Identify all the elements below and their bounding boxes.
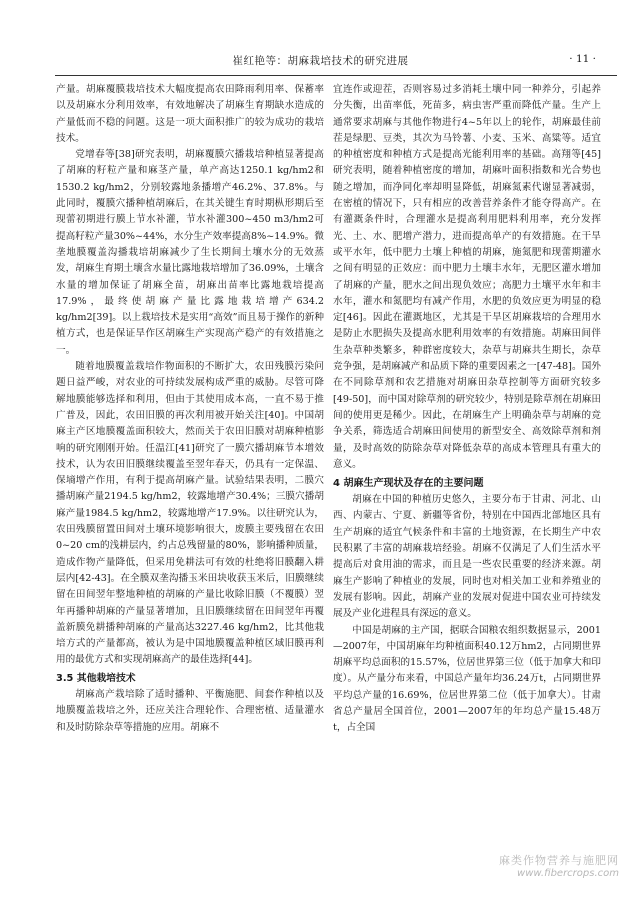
header-rule <box>55 75 617 76</box>
paragraph: 产量。胡麻覆膜栽培技术大幅度提高农田降雨利用率、保蓄率以及胡麻水分利用效率，有效地解决了胡麻生育期缺水造成的产量低而不稳的问题。这是一项大面积推广的较为成功的栽培技术。 <box>56 84 324 144</box>
page-header <box>0 0 641 78</box>
paragraph: 随着地膜覆盖栽培作物面积的不断扩大，农田残膜污染问题日益严峻，对农业的可持续发展构成严重的威胁。尽管可降解地膜能够选择和利用，但由于其使用成本高，一直不易于推广普及，因此，农田旧膜的再次利用被开始关注[40]。中国胡麻主产区地膜覆盖面积较大，然而关于农田旧膜对胡麻种植影响的研究刚刚开始。任温江[41]研究了一膜穴播胡麻节本增效技术，认为农田旧膜继续覆盖至翌年春天，仍具有一定保温、保墒增产作用，有利于提高胡麻产量。试验结果表明，二膜穴播胡麻产量2194.5 kg/hm2，较露地增产30.4%；三膜穴播胡麻产量1984.5 kg/hm2，较露地增产17.9%。以往研究认为，农田残膜留置田间对土壤环境影响很大，废膜主要残留在农田0~20 cm的浅耕层内，约占总残留量的80%，影响播种质量，造成作物产量降低，但采用免耕法可有效的杜绝将旧膜翻入耕层内[42-43]。在全膜双垄沟播玉米田块收获玉米后，旧膜继续留在田间翌年整地种植的胡麻的产量比收除旧膜（不覆膜）翌年再播种胡麻的产量显著增加，且旧膜继续留在田间翌年再覆盖新膜免耕播种胡麻的产量高达3227.46 kg/hm2，比其他栽培方式的产量都高，被认为是中国地膜覆盖种植区域旧膜再利用的最优方式和实现胡麻高产的最佳选择[44]。 <box>56 361 324 666</box>
section-heading-3-5: 3.5 其他栽培技术 <box>56 672 136 684</box>
section-heading-4: 4 胡麻生产现状及存在的主要问题 <box>333 478 484 490</box>
left-column <box>56 82 324 736</box>
right-column <box>333 82 601 737</box>
paragraph: 党增春等[38]研究表明，胡麻覆膜穴播栽培种植显著提高了胡麻的籽粒产量和麻茎产量，单产高达1250.1 kg/hm2和1530.2 kg/hm2，分别较露地条播增产46.2%、37.8%。与此同时，覆膜穴播种植胡麻后，在其关键生育时期枞形期后至现蕾初期进行膜上节水补灌，节水补灌300~450 m3/hm2可提高籽粒产量30%~44%，水分生产效率提高8%~14.9%。微垄地膜覆盖沟播栽培胡麻减少了生长期间土壤水分的无效蒸发，胡麻生育期土壤含水量比露地栽培增加了36.09%，土壤含水量的增加保证了胡麻全苗，胡麻出苗率比露地栽培提高17.9%，最终使胡麻产量比露地栽培增产634.2 kg/hm2[39]。以上栽培技术是实用“高效”而且易于操作的新种植方式，也是保证旱作区胡麻生产实现高产稳产的有效措施之一。 <box>56 149 324 356</box>
paragraph: 胡麻高产栽培除了适时播种、平衡施肥、间套作种植以及地膜覆盖栽培之外，还应关注合理轮作、合理密植、适量灌水和及时防除杂草等措施的应用。胡麻不 <box>56 688 324 733</box>
watermark-text-cn: 麻类作物营养与施肥网 <box>499 854 619 867</box>
site-watermark <box>499 852 619 879</box>
paragraph: 宜连作或迎茬，否则容易过多消耗土壤中同一种养分，引起养分失衡，出苗率低，死苗多，病虫害严重而降低产量。生产上通常要求胡麻与其他作物进行4~5年以上的轮作，胡麻最佳前茬是绿肥、豆类，其次为马铃薯、小麦、玉米、高粱等。适宜的种植密度和种植方式是提高光能利用率的基础。高翔等[45]研究表明，随着种植密度的增加，胡麻叶面积指数和光合势也随之增加，而净同化率却明显降低，胡麻氮素代谢显著减弱，在密植的情况下，只有相应的改善营养条件才能夺得高产。在有灌溉条件时，合理灌水是提高利用肥料利用率，充分发挥光、土、水、肥增产潜力，进而提高单产的有效措施。在干旱或平水年，低中肥力土壤上种植的胡麻，施氮肥和现蕾期灌水之间有明显的正效应：而中肥力土壤丰水年，无肥区灌水增加了胡麻的产量，肥水之间出现负效应；高肥力土壤平水年和丰水年，灌水和氮肥均有减产作用，水肥的负效应更为明显的稳定[46]。因此在灌溉地区，尤其是干旱区胡麻栽培的合理用水是防止水肥损失及提高水肥利用效率的有效措施。胡麻田间伴生杂草种类繁多，种群密度较大，杂草与胡麻共生期长，杂草竞争强，是胡麻减产和品质下降的重要因素之一[47-48]。国外在不同除草剂和农艺措施对胡麻田杂草控制等方面研究较多[49-50]，而中国对除草剂的研究较少，特别是除草剂在胡麻田间的使用更是稀少。因此，在胡麻生产上明确杂草与胡麻的竞争关系，筛选适合胡麻田间使用的新型安全、高效除草剂和剂量，及时高效的防除杂草对降低杂草的高成本管理具有重大的意义。 <box>333 84 601 470</box>
page-number: · 11 · <box>569 53 596 65</box>
running-title: 崔红艳等：胡麻栽培技术的研究进展 <box>232 55 409 67</box>
paragraph: 胡麻在中国的种植历史悠久，主要分布于甘肃、河北、山西、内蒙古、宁夏、新疆等省份，特别在中国西北部地区具有生产胡麻的适宜气候条件和丰富的土地资源，在长期生产中农民积累了丰富的胡麻栽培经验。胡麻不仅满足了人们生活水平提高后对食用油的需求，而且是一些农民重要的经济来源。胡麻生产影响了种植业的发展，同时也对相关加工业和养殖业的发展有影响。因此，胡麻产业的发展对促进中国农业可持续发展及产业化进程具有深远的意义。 <box>333 494 601 620</box>
watermark-text-en: www.fibercrops.com <box>517 868 619 879</box>
paragraph: 中国是胡麻的主产国，据联合国粮农组织数据显示，2001—2007年，中国胡麻年均种植面积40.12万hm2，占同期世界胡麻平均总面积的15.57%，位居世界第三位（低于加拿大和印度）。从产量分布来看，中国总产量年均36.24万t，占同期世界平均总产量的16.69%，位居世界第二位（低于加拿大）。甘肃省总产量居全国首位，2001—2007年的年均总产量15.48万t，占全国 <box>333 624 601 734</box>
